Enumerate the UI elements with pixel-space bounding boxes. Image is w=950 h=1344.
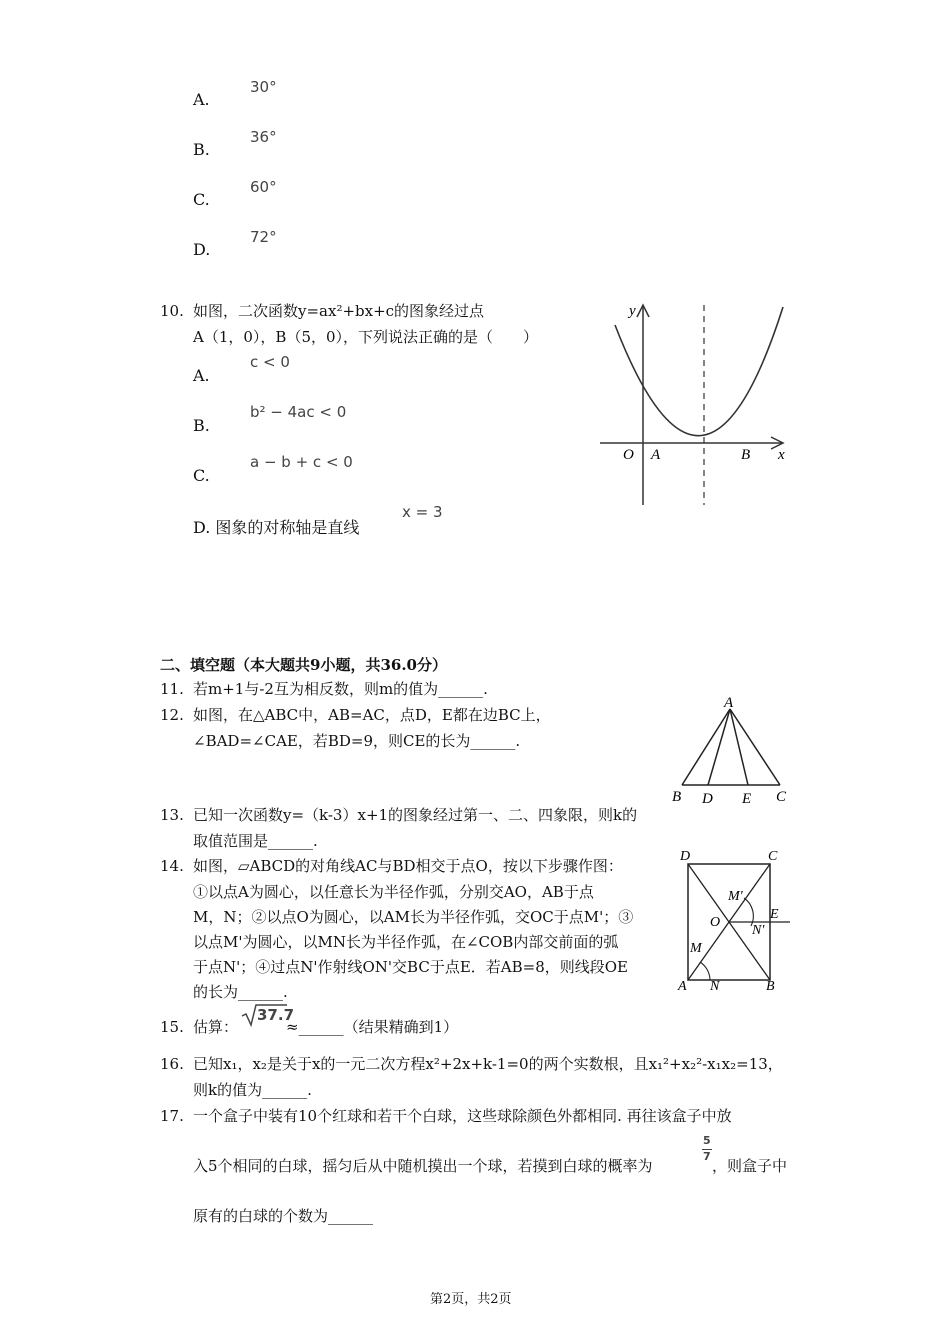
parabola-curve [615, 307, 783, 436]
q13-line1: 已知一次函数y=（k-3）x+1的图象经过第一、二、四象限，则k的 [193, 806, 638, 824]
q11-number: 11. [160, 680, 184, 698]
q9-option-b-label: B. [193, 140, 210, 159]
arc-mn [700, 962, 710, 980]
point-a-label: A [651, 447, 661, 463]
q10-stem-line1: 如图，二次函数y=ax²+bx+c的图象经过点 [193, 302, 485, 320]
section-2-title: 二、填空题（本大题共9小题，共36.0分） [160, 656, 447, 674]
page-footer: 第2页，共2页 [430, 1292, 512, 1307]
q11-text: 若m+1与-2互为相反数，则m的值为______. [193, 680, 488, 698]
q17-line1: 一个盒子中装有10个红球和若干个白球，这些球除颜色外都相同. 再往该盒子中放 [193, 1107, 732, 1125]
point-n-prime-label: N' [752, 923, 765, 938]
q17-line2-prefix: 入5个相同的白球，摇匀后从中随机摸出一个球，若摸到白球的概率为 [193, 1157, 653, 1175]
point-b-label: B [741, 447, 751, 463]
q15-number: 15. [160, 1018, 184, 1036]
q10-option-d-math: x = 3 [402, 503, 443, 521]
q9-option-b-value: 36° [250, 128, 277, 146]
side-ab [682, 709, 730, 785]
q16-number: 16. [160, 1055, 184, 1073]
q14-number: 14. [160, 857, 184, 875]
q10-number: 10. [160, 302, 184, 320]
q13-number: 13. [160, 806, 184, 824]
q9-option-c-value: 60° [250, 178, 277, 196]
y-axis-label: y [629, 303, 636, 319]
q10-option-b-math: b² − 4ac < 0 [250, 403, 347, 421]
q14-line2: ①以点A为圆心，以任意长为半径作弧，分别交AO，AB于点 [193, 883, 594, 901]
vertex-b-label: B [672, 789, 682, 805]
q9-option-a-value: 30° [250, 78, 277, 96]
vertex-a-label: A [724, 695, 734, 711]
q10-option-c-math: a − b + c < 0 [250, 453, 353, 471]
q17-fraction-denominator: 7 [703, 1150, 711, 1163]
segment-ae [730, 709, 748, 785]
q10-parabola-figure [595, 295, 795, 515]
q14-line1: 如图，▱ABCD的对角线AC与BD相交于点O，按以下步骤作图： [193, 857, 623, 875]
vertex-a-label: A [678, 979, 687, 994]
q9-option-a-label: A. [193, 90, 210, 109]
point-e-label: E [742, 791, 752, 807]
q16-line2: 则k的值为______. [193, 1081, 312, 1099]
q17-number: 17. [160, 1107, 184, 1125]
point-e-label: E [770, 907, 779, 922]
point-m-prime-label: M' [728, 889, 743, 904]
q14-line5: 于点N'；④过点N'作射线ON'交BC于点E．若AB=8，则线段OE [193, 958, 628, 976]
q16-line1: 已知x₁，x₂是关于x的一元二次方程x²+2x+k-1=0的两个实数根，且x₁²+x₂²-x₁x₂=13， [193, 1055, 783, 1073]
q10-option-c-label: C. [193, 466, 210, 485]
point-o-label: O [710, 915, 721, 930]
point-n-label: N [710, 979, 720, 994]
q17-line2-suffix: ，则盒子中 [712, 1157, 788, 1175]
q14-line3: M，N；②以点O为圆心，以AM长为半径作弧，交OC于点M'；③ [193, 908, 634, 926]
q14-parallelogram-figure [672, 846, 800, 998]
q10-stem-line2: A（1，0），B（5，0），下列说法正确的是（ ） [193, 328, 539, 346]
q12-line2: ∠BAD=∠CAE，若BD=9，则CE的长为______. [193, 732, 521, 750]
point-m-label: M [690, 941, 702, 956]
q9-option-d-label: D. [193, 240, 211, 259]
vertex-b-label: B [766, 979, 775, 994]
q17-fraction-numerator: 5 [703, 1134, 711, 1147]
q13-line2: 取值范围是______. [193, 832, 318, 850]
q10-option-a-label: A. [193, 366, 210, 385]
q15-radicand: 37.7 [257, 1006, 295, 1024]
q14-line4: 以点M'为圆心，以MN长为半径作弧，在∠COB内部交前面的弧 [193, 933, 619, 951]
q10-option-b-label: B. [193, 416, 210, 435]
q15-suffix: ≈______（结果精确到1） [286, 1018, 459, 1036]
q14-line6: 的长为______. [193, 983, 288, 1001]
q12-triangle-figure [668, 695, 798, 807]
vertex-d-label: D [680, 849, 691, 864]
point-d-label: D [702, 791, 713, 807]
segment-ad [708, 709, 730, 785]
q12-line1: 如图，在△ABC中，AB=AC，点D，E都在边BC上， [193, 706, 551, 724]
vertex-c-label: C [776, 789, 787, 805]
q15-prefix: 估算： [193, 1018, 239, 1036]
q10-option-a-math: c < 0 [250, 353, 290, 371]
side-ac [730, 709, 780, 785]
vertex-c-label: C [768, 849, 778, 864]
q9-option-c-label: C. [193, 190, 210, 209]
q12-number: 12. [160, 706, 184, 724]
q10-option-d-label: D. 图象的对称轴是直线 [193, 518, 360, 537]
q9-option-d-value: 72° [250, 228, 277, 246]
origin-label: O [623, 447, 634, 463]
q17-line3: 原有的白球的个数为______ [193, 1207, 374, 1225]
x-axis-label: x [778, 447, 785, 463]
